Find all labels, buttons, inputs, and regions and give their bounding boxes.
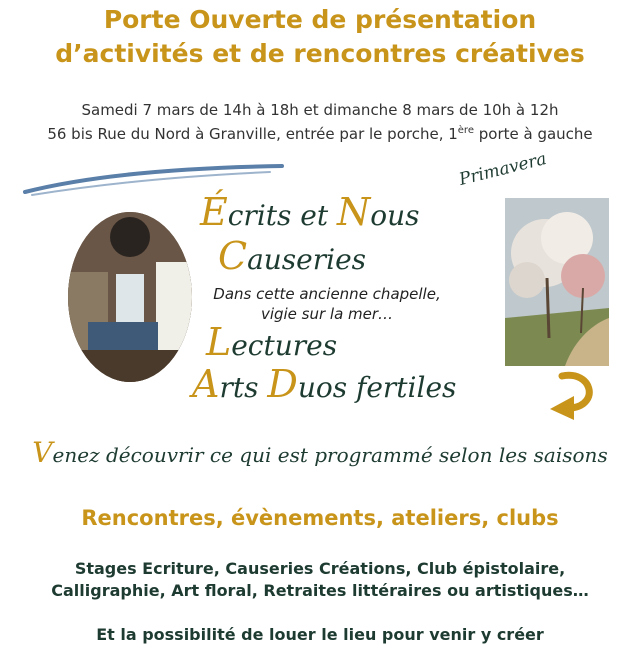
event-address: 56 bis Rue du Nord à Granville, entrée par le porche, 1ère porte à gauche — [47, 125, 593, 143]
activity-arts-duos-fertiles: Arts Duos fertiles — [192, 362, 457, 406]
chapel-caption-line-2: vigie sur la mer… — [260, 305, 394, 323]
activity-lectures: Lectures — [206, 320, 338, 364]
title-line-2: d’activités et de rencontres créatives — [55, 39, 585, 68]
chapel-interior-photo — [68, 212, 192, 382]
events-heading: Rencontres, évènements, ateliers, clubs — [81, 506, 559, 530]
activity-causeries: Causeries — [218, 234, 367, 278]
events-list-line-1: Stages Ecriture, Causeries Créations, Club épistolaire, — [74, 559, 566, 578]
invitation-line: Venez découvrir ce qui est programmé selon les saisons — [32, 436, 608, 469]
event-dates: Samedi 7 mars de 14h à 18h et dimanche 8 mars de 10h à 12h — [81, 101, 559, 119]
curved-arrow-icon — [544, 368, 604, 422]
title-line-1: Porte Ouverte de présentation — [103, 5, 537, 34]
chapel-caption-line-1: Dans cette ancienne chapelle, — [213, 285, 441, 303]
primavera-painting — [505, 198, 609, 366]
events-list-line-2: Calligraphie, Art floral, Retraites littéraires ou artistiques… — [51, 581, 589, 600]
activity-ecrits-et-nous: Écrits et Nous — [200, 190, 420, 234]
rental-line: Et la possibilité de louer le lieu pour venir y créer — [96, 625, 544, 644]
painting-caption: Primavera — [457, 149, 549, 190]
